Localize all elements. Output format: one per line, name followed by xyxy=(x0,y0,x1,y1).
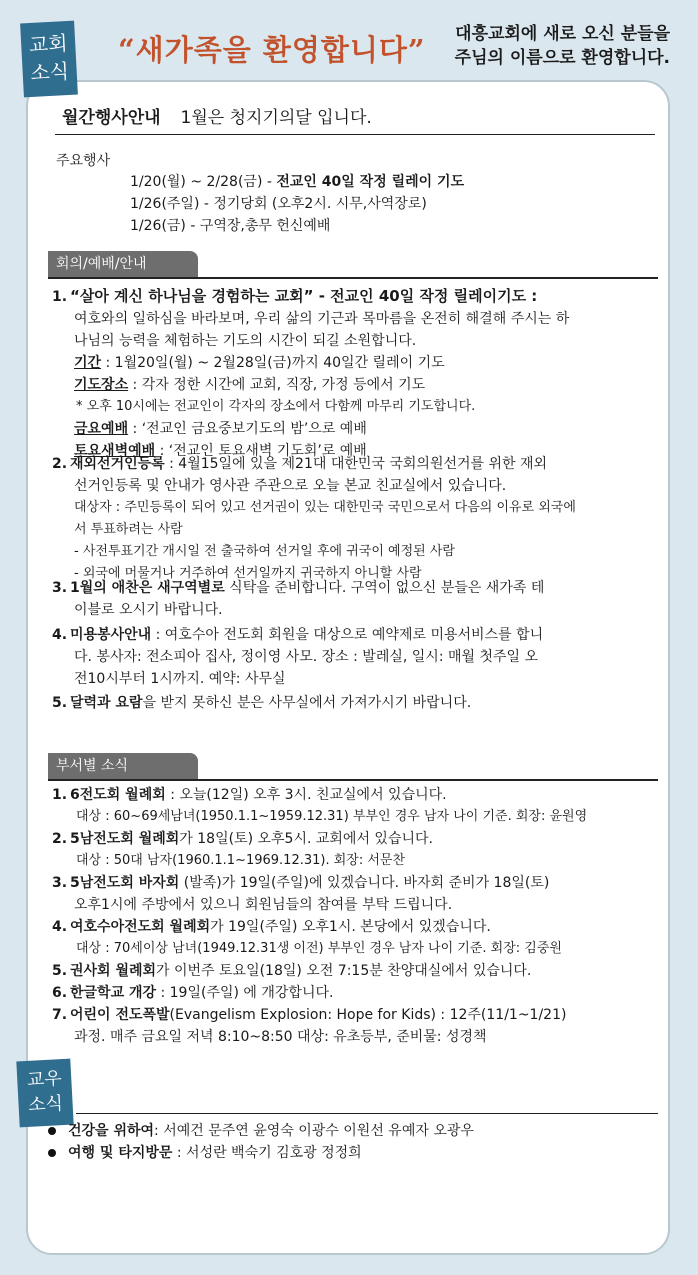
event-date: 1/26(주일) - xyxy=(130,196,214,212)
item-number: 4. xyxy=(52,919,68,935)
badge-line-1: 교회 xyxy=(28,31,69,58)
item-lead: 1월의 애찬은 새구역별로 xyxy=(70,580,225,596)
field-value: : ‘전교인 금요중보기도의 밤’으로 예배 xyxy=(128,421,367,437)
meeting-item-2 xyxy=(52,453,658,585)
item-sub: 대상 : 70세이상 남녀(1949.12.31생 이전) 부부인 경우 남자 나이 기준. 회장: 김중원 xyxy=(76,941,562,956)
badge-line-2: 소식 xyxy=(29,58,70,85)
item-line: 나님의 능력을 체험하는 기도의 시간이 되길 소원합니다. xyxy=(74,333,417,349)
field-note: * 오후 10시에는 전교인이 각자의 장소에서 다함께 마무리 기도합니다. xyxy=(76,399,476,414)
dept-item-6 xyxy=(52,982,658,1004)
section-divider xyxy=(48,779,658,781)
item-line: 서 투표하려는 사람 xyxy=(74,522,183,537)
item-rest: : 4월15일에 있을 제21대 대한민국 국회의원선거를 위한 재외 xyxy=(164,456,548,472)
welcome-headline: “새가족을 환영합니다” xyxy=(118,33,426,67)
item-sub: 대상 : 50대 남자(1960.1.1~1969.12.31). 회장: 서문찬 xyxy=(76,853,406,868)
item-line: 대상자 : 주민등록이 되어 있고 선거권이 있는 대한민국 국민으로서 다음의 이유로 외국에 xyxy=(74,500,576,515)
welcome-line-2: 주님의 이름으로 환영합니다. xyxy=(454,48,670,68)
item-number: 7. xyxy=(52,1007,68,1023)
dept-item-4 xyxy=(52,916,658,960)
monthly-text: 1월은 청지기의달 입니다. xyxy=(180,108,372,128)
item-number: 5. xyxy=(52,695,68,711)
meeting-item-1 xyxy=(52,285,658,462)
meeting-item-5 xyxy=(52,692,658,714)
item-line: - 사전투표기간 개시일 전 출국하여 선거일 후에 귀국이 예정된 사람 xyxy=(74,544,455,559)
dept-item-5 xyxy=(52,960,658,982)
bullet-icon xyxy=(48,1127,56,1135)
item-rest: 을 받지 못하신 분은 사무실에서 가져가시기 바랍니다. xyxy=(142,695,472,711)
item-line: 여호와의 일하심을 바라보며, 우리 삶의 기근과 목마름을 온전히 해결해 주시는 하 xyxy=(74,311,570,327)
item-rest: : 19일(주일) 에 개강합니다. xyxy=(156,985,334,1001)
section-tab-departments: 부서별 소식 xyxy=(48,753,198,779)
item-number: 1. xyxy=(52,787,68,803)
member-value: : 서예건 문주연 윤영숙 이광수 이원선 유예자 오광우 xyxy=(154,1123,474,1139)
item-lead: 달력과 요람 xyxy=(70,695,143,711)
member-divider xyxy=(76,1113,658,1114)
monthly-event-heading xyxy=(62,103,372,128)
dept-item-3 xyxy=(52,872,658,916)
item-line: - 외국에 머물거나 거주하여 선거일까지 귀국하지 아니할 사람 xyxy=(74,566,422,581)
event-date: 1/20(월) ~ 2/28(금) - xyxy=(130,174,277,190)
item-lead: 5남전도회 월례회 xyxy=(70,831,180,847)
item-cont: 오후1시에 주방에서 있으니 회원님들의 참여를 부탁 드립니다. xyxy=(74,897,453,913)
item-line: 이블로 오시기 바랍니다. xyxy=(74,602,223,618)
badge-line-2: 소식 xyxy=(27,1093,64,1116)
item-rest: (발족)가 19일(주일)에 있겠습니다. 바자회 준비가 18일(토) xyxy=(179,875,550,891)
item-rest: 가 19일(주일) 오후1시. 본당에서 있겠습니다. xyxy=(210,919,491,935)
member-key: 건강을 위하여 xyxy=(68,1123,155,1139)
item-lead: 5남전도회 바자회 xyxy=(70,875,180,891)
field-key: 기간 xyxy=(74,355,102,371)
item-cont: 과정. 매주 금요일 저녁 8:10~8:50 대상: 유초등부, 준비물: 성경책 xyxy=(74,1029,487,1045)
item-rest: : 여호수아 전도회 회원을 대상으로 예약제로 미용서비스를 합니 xyxy=(151,627,544,643)
badge-line-1: 교우 xyxy=(26,1068,63,1091)
main-events-label: 주요행사 xyxy=(56,153,111,169)
main-event-item xyxy=(130,171,464,191)
dept-item-7 xyxy=(52,1004,658,1048)
item-lead: “살아 계신 하나님을 경험하는 교회” - 전교인 40일 작정 릴레이기도 : xyxy=(70,287,538,305)
dept-item-2 xyxy=(52,828,658,872)
meeting-item-4 xyxy=(52,624,658,690)
item-number: 2. xyxy=(52,831,68,847)
member-key: 여행 및 타지방문 xyxy=(68,1145,173,1161)
section-tab-meetings: 회의/예배/안내 xyxy=(48,251,198,277)
item-rest: 식탁을 준비합니다. 구역이 없으신 분들은 새가족 테 xyxy=(224,580,545,596)
item-rest: : 오늘(12일) 오후 3시. 친교실에서 있습니다. xyxy=(165,787,447,803)
event-title: 전교인 40일 작정 릴레이 기도 xyxy=(276,174,465,190)
meeting-item-3 xyxy=(52,577,658,621)
field-key: 금요예배 xyxy=(74,421,129,437)
item-number: 3. xyxy=(52,580,68,596)
item-lead: 여호수아전도회 월례회 xyxy=(70,919,211,935)
event-title: 구역장,총무 헌신예배 xyxy=(199,218,331,234)
member-news-item xyxy=(48,1120,474,1140)
item-number: 2. xyxy=(52,456,68,472)
item-line: 전10시부터 1시까지. 예약: 사무실 xyxy=(74,671,286,687)
item-rest: (Evangelism Explosion: Hope for Kids) : 12주(11/1~1/21) xyxy=(169,1007,567,1023)
member-value: : 서성란 백숙기 김호광 정정희 xyxy=(172,1145,362,1161)
member-news-item xyxy=(48,1142,362,1162)
welcome-line-1: 대흥교회에 새로 오신 분들을 xyxy=(455,24,670,44)
main-event-item xyxy=(130,215,330,235)
field-value: : ‘전교인 토요새벽 기도회’로 예배 xyxy=(155,443,367,459)
monthly-divider xyxy=(55,134,655,135)
item-number: 1. xyxy=(52,289,68,305)
item-line: 다. 봉사자: 전소피아 집사, 정이영 사모. 장소 : 발레실, 일시: 매월 첫주일 오 xyxy=(74,649,539,665)
item-rest: 가 18일(토) 오후5시. 교회에서 있습니다. xyxy=(179,831,433,847)
item-lead: 미용봉사안내 xyxy=(70,627,152,643)
dept-item-1 xyxy=(52,784,658,828)
item-number: 6. xyxy=(52,985,68,1001)
item-number: 4. xyxy=(52,627,68,643)
field-key: 토요새벽예배 xyxy=(74,443,156,459)
item-lead: 재외선거인등록 xyxy=(70,456,165,472)
main-event-item xyxy=(130,193,427,213)
item-lead: 한글학교 개강 xyxy=(70,985,157,1001)
item-lead: 권사회 월례회 xyxy=(70,963,157,979)
field-value: : 1월20일(월) ~ 2월28일(금)까지 40일간 릴레이 기도 xyxy=(101,355,445,371)
item-line: 선거인등록 및 안내가 영사관 주관으로 오늘 본교 친교실에서 있습니다. xyxy=(74,478,507,494)
item-lead: 6전도회 월례회 xyxy=(70,787,166,803)
bullet-icon xyxy=(48,1149,56,1157)
item-number: 3. xyxy=(52,875,68,891)
section-divider xyxy=(48,277,658,279)
field-key: 기도장소 xyxy=(74,377,129,393)
event-date: 1/26(금) - xyxy=(130,218,200,234)
item-rest: 가 이번주 토요일(18일) 오전 7:15분 찬양대실에서 있습니다. xyxy=(156,963,532,979)
welcome-message xyxy=(418,22,670,70)
item-lead: 어린이 전도폭발 xyxy=(70,1007,170,1023)
monthly-label: 월간행사안내 xyxy=(62,108,161,128)
field-value: : 각자 정한 시간에 교회, 직장, 가정 등에서 기도 xyxy=(128,377,426,393)
item-sub: 대상 : 60~69세남녀(1950.1.1~1959.12.31) 부부인 경우 남자 나이 기준. 회장: 윤원영 xyxy=(76,809,588,824)
church-news-badge xyxy=(20,21,78,98)
item-number: 5. xyxy=(52,963,68,979)
member-news-badge xyxy=(16,1059,73,1128)
event-title: 정기당회 (오후2시. 시무,사역장로) xyxy=(213,196,427,212)
